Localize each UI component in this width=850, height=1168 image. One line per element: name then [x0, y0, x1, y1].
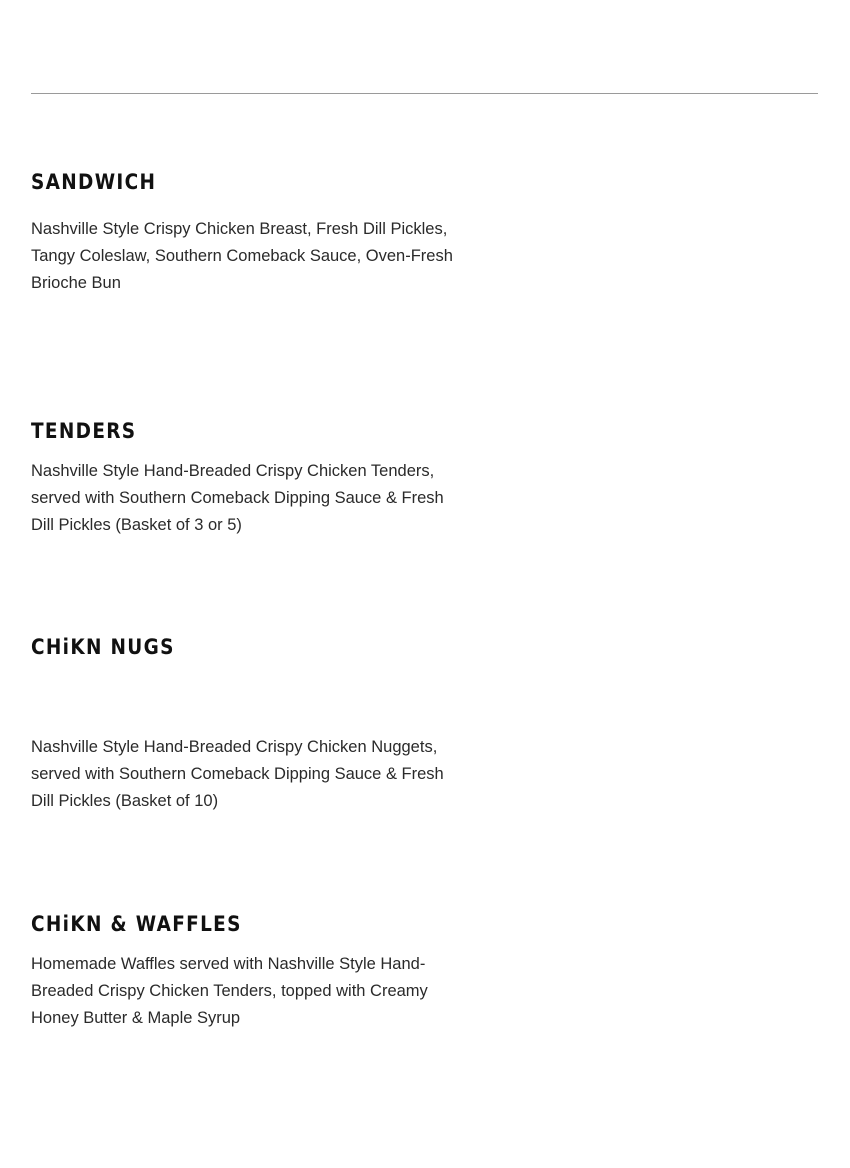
menu-item-title: TENDERS — [31, 419, 137, 443]
menu-item-title: SANDWICH — [31, 170, 157, 194]
menu-item-title: CHiKN & WAFFLES — [31, 912, 242, 936]
section-divider — [31, 93, 818, 94]
menu-item-description: Homemade Waffles served with Nashville Style Hand-Breaded Crispy Chicken Tenders, topped with Creamy Honey Butter & Maple Syrup — [31, 955, 428, 1027]
menu-item-description: Nashville Style Hand-Breaded Crispy Chicken Nuggets, served with Southern Comeback Dipping Sauce & Fresh Dill Pickles (Basket of 10) — [31, 738, 444, 810]
menu-item-title: CHiKN NUGS — [31, 635, 175, 659]
menu-item-description: Nashville Style Hand-Breaded Crispy Chicken Tenders, served with Southern Comeback Dipping Sauce & Fresh Dill Pickles (Basket of 3 or 5) — [31, 462, 444, 534]
menu-item-description: Nashville Style Crispy Chicken Breast, Fresh Dill Pickles, Tangy Coleslaw, Southern Comeback Sauce, Oven-Fresh Brioche Bun — [31, 220, 453, 292]
